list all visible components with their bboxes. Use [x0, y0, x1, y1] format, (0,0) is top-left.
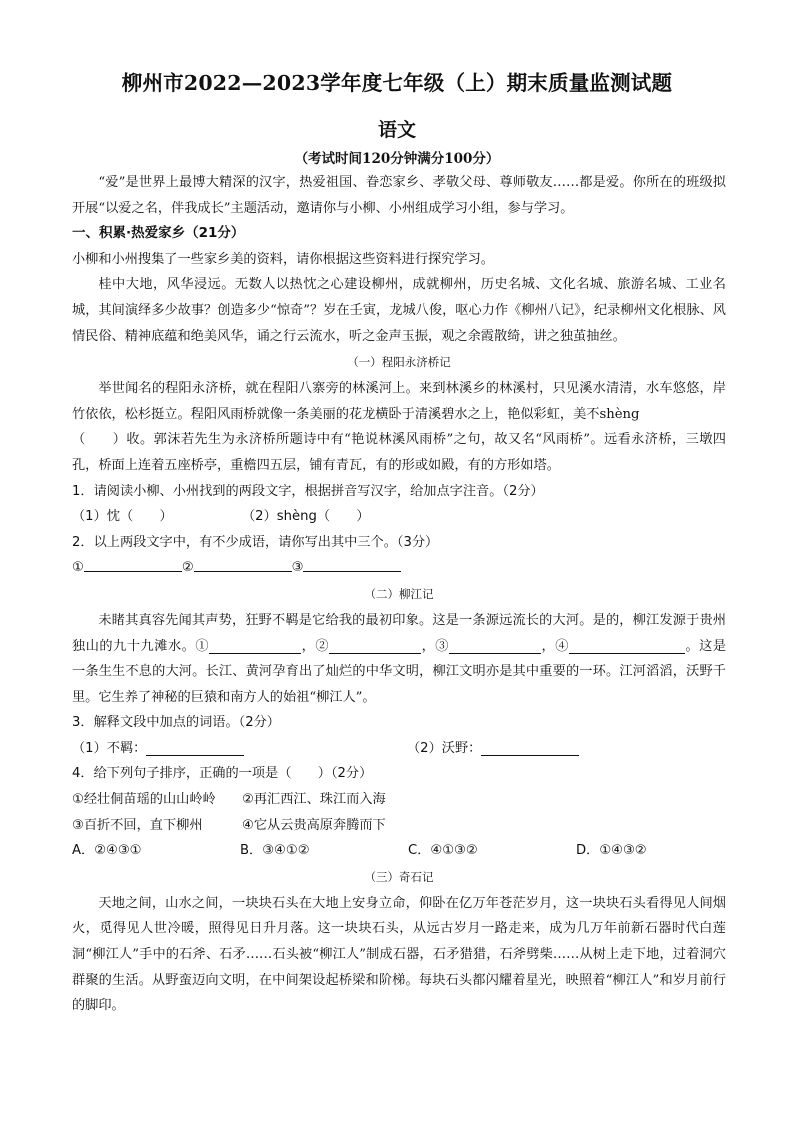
question-4-sentences-1 — [72, 787, 726, 813]
river-label-2: ② — [315, 638, 330, 654]
river-blank-3[interactable] — [449, 637, 541, 654]
river-label-4: ④ — [555, 638, 569, 654]
bridge-text-1: 举世闻名的程阳永济桥，就在程阳八寨旁的林溪河上。来到林溪乡的林溪村，只见溪水清清，水车悠悠，岸竹依依，松杉挺立。程阳风雨桥就像一条美丽的花龙横卧于清溪碧水之上，艳似彩虹，美不shèng — [72, 381, 726, 422]
q4-sentence-3: ③百折不回，直下柳州 — [72, 817, 203, 833]
stone-paragraph: 天地之间，山水之间，一块块石头在大地上安身立命，仰卧在亿万年苍茫岁月，这一块块石头看得见人间烟火，觅得见人世冷暖，照得见日升月落。这一块块石头，从远古岁月一路走来，成为几万年前新石器时代白莲洞“柳江人”手中的石斧、石矛……石头被“柳江人”制成石器，石矛猎猎，石斧劈柴……从树上走下地，过着洞穴群聚的生活。从野蛮迈向文明，在中间架设起桥梁和阶梯。每块石头都闪耀着星光，映照着“柳江人”和岁月前行的脚印。 — [72, 895, 726, 1014]
q2-blank-1[interactable] — [84, 555, 182, 572]
river-blank-2[interactable] — [329, 637, 421, 654]
q3-blank-b[interactable] — [481, 739, 579, 756]
subject-title: 语文 — [377, 119, 416, 141]
subsection-title-stone: （三）奇石记 — [364, 869, 434, 884]
question-4-stem: 4．给下列句子排序，正确的一项是（ ）（2分） — [72, 766, 373, 782]
q4-option-a[interactable]: A．②④③① — [72, 843, 142, 859]
q4-option-d[interactable]: D．①④③② — [576, 843, 647, 859]
q4-sentence-4: ④它从云贵高原奔腾而下 — [242, 817, 386, 833]
q2-label-1: ① — [72, 560, 84, 576]
passage-intro: 桂中大地，风华浸远。无数人以热忱之心建设柳州，成就柳州，历史名城、文化名城、旅游名城、工业名城，其间演绎多少故事？创造多少“惊奇”？岁在壬寅，龙城八俊，呕心力作《柳州八记》，纪录柳州文化根脉、风情民俗、精神底蕴和绝美风华，诵之行云流水，听之金声玉振，观之余霞散绮，讲之独茧抽丝。 — [72, 277, 726, 344]
section-heading: 一、积累·热爱家乡（21分） — [72, 225, 245, 242]
river-blank-1[interactable] — [209, 637, 301, 654]
question-2-answers — [72, 555, 726, 581]
q4-sentence-2: ②再汇西江、珠江而入海 — [242, 792, 386, 808]
exam-title: 柳州市2022—2023学年度七年级（上）期末质量监测试题 — [121, 71, 673, 95]
q2-blank-2[interactable] — [194, 555, 292, 572]
q4-sentence-1: ①经壮侗苗瑶的山山岭岭 — [72, 792, 216, 808]
bridge-paragraph-2: （ ）收。郭沫若先生为永济桥所题诗中有“艳说林溪风雨桥”之句，故又名“风雨桥”。远看永济桥，三墩四孔，桥面上连着五座桥亭，重檐四五层，铺有青瓦，有的形或如殿，有的方形如塔。 — [72, 432, 726, 473]
question-2-stem: 2．以上两段文字中，有不少成语，请你写出其中三个。（3分） — [72, 534, 439, 550]
question-4-sentences-2 — [72, 813, 726, 839]
bridge-paragraph-1 — [72, 376, 726, 427]
exam-info: （考试时间120分钟满分100分） — [294, 151, 500, 167]
question-3-stem: 3．解释文段中加点的词语。（2分） — [72, 715, 280, 731]
q2-blank-3[interactable] — [303, 555, 401, 572]
question-1-part-a[interactable]: （1）忱（ ） — [72, 509, 173, 525]
river-blank-4[interactable] — [569, 637, 685, 654]
question-3-part-b — [407, 736, 579, 762]
q4-option-b[interactable]: B．③④①② — [240, 843, 310, 859]
q2-label-3: ③ — [291, 560, 304, 576]
river-text-b: 。这是一条生生不息的大河。长江、黄河孕育出了灿烂的中华文明，柳江文明亦是其中重要的一环。江河滔滔，沃野千里。它生养了神秘的巨猿和南方人的始祖“柳江人”。 — [72, 638, 727, 705]
q3-label-b: （2）沃野： — [407, 740, 482, 756]
intro-paragraph: “爱”是世界上最博大精深的汉字，热爱祖国、眷恋家乡、孝敬父母、尊师敬友……都是爱。你所在的班级拟开展“以爱之名，伴我成长”主题活动，邀请你与小柳、小州组成学习小组，参与学习。 — [72, 175, 726, 216]
exam-content — [72, 170, 726, 1019]
question-1-answers — [72, 504, 726, 530]
q3-label-a: （1）不羁： — [72, 740, 147, 756]
question-3-part-a — [72, 736, 407, 762]
river-label-1: ① — [195, 638, 210, 654]
question-1-part-b[interactable]: （2）shèng（ ） — [242, 509, 370, 525]
subsection-title-river: （二）柳江记 — [364, 586, 434, 601]
question-1-stem: 1．请阅读小柳、小州找到的两段文字，根据拼音写汉字，给加点字注音。（2分） — [72, 483, 544, 499]
river-text-a: 未睹其真容先闻其声势，狂野不羁是它给我的最初印象。这是一条源远流长的大河。是的，柳江发源于贵州独山的九十九滩水。 — [72, 612, 726, 654]
question-3-answers — [72, 736, 726, 762]
q3-blank-a[interactable] — [146, 739, 244, 756]
river-label-3: ③ — [435, 638, 449, 654]
q4-option-c[interactable]: C．④①③② — [408, 843, 478, 859]
q2-label-2: ② — [181, 560, 194, 576]
river-paragraph: 未睹其真容先闻其声势，狂野不羁是它给我的最初印象。这是一条源远流长的大河。是的，柳江发源于贵州独山的九十九滩水。① ，② ，③ ，④ 。这是一条生生不息的大河。长江、黄河孕育出了灿烂的中华文明，柳江文明亦是其中重要的一环。江河滔滔，沃野千里。它生养了神秘的巨猿和南方人的始祖“柳江人”。 — [72, 612, 727, 705]
question-4-options — [72, 838, 726, 864]
section-lead: 小柳和小州搜集了一些家乡美的资料，请你根据这些资料进行探究学习。 — [72, 251, 494, 267]
subsection-title-bridge: （一）程阳永济桥记 — [347, 355, 451, 370]
